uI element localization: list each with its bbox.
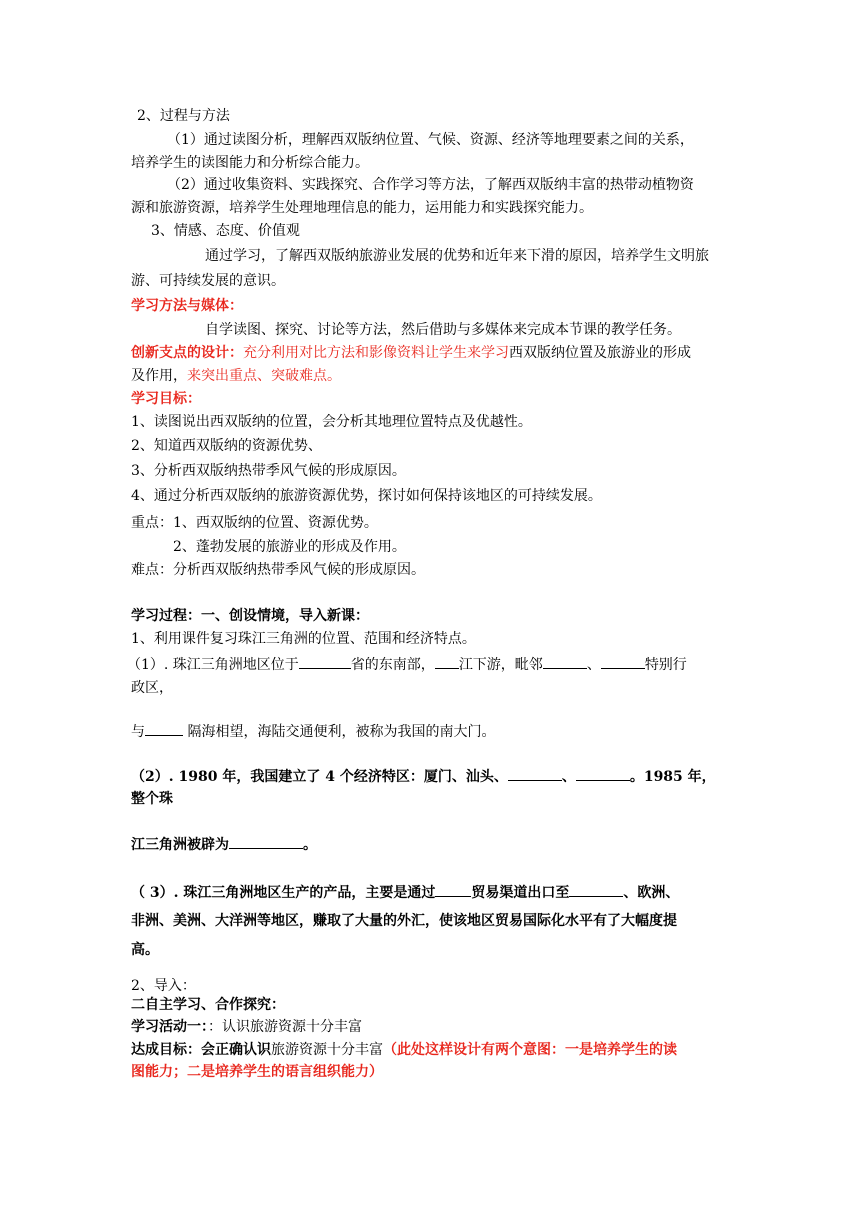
q3-text: 贸易渠道出口至 [471,885,570,901]
blank [229,834,303,849]
goal-item: 2、知道西双版纳的资源优势、 [131,438,322,454]
innovation-line [131,343,691,363]
section-values-title: 3、情感、态度、价值观 [151,223,300,239]
question-3-cont: 非洲、美洲、大洋洲等地区，赚取了大量的外汇，使该地区贸易国际化水平有了大幅度提 [131,913,677,929]
q3-text: （ 3）. 珠江三角洲地区生产的产品，主要是通过 [131,885,436,901]
q1-text: 江下游，毗邻 [458,657,543,673]
blank [508,766,562,781]
methods-text: 自学读图、探究、讨论等方法，然后借助与多媒体来完成本节课的教学任务。 [205,322,681,338]
blank [435,654,459,669]
target-note: （此处这样设计有两个意图：一是培养学生的读 [383,1042,677,1058]
blank [299,654,351,669]
q2-text: （2）. 1980 年，我国建立了 4 个经济特区：厦门、汕头、 [131,769,508,785]
innovation-red-text: 充分利用对比方法和影像资料让学生来学习 [243,345,509,361]
paragraph: 源和旅游资源，培养学生处理地理信息的能力，运用能力和实践探究能力。 [131,200,593,216]
paragraph: 通过学习，了解西双版纳旅游业发展的优势和近年来下滑的原因，培养学生文明旅 [205,248,709,264]
innovation-text: 西双版纳位置及旅游业的形成 [509,345,691,361]
q1-text: 、 [586,657,601,673]
section-heading: 二自主学习、合作探究： [131,997,285,1013]
q1-text: （1）. 珠江三角洲地区位于 [127,657,299,673]
question-1 [127,654,687,675]
blank [601,654,645,669]
target-text: 旅游资源十分丰富 [271,1042,383,1058]
q2-text: 江三角洲被辟为 [131,837,229,853]
q1-text: 隔海相望，海陆交通便利，被称为我国的南大门。 [183,724,496,740]
goal-item: 1、读图说出西双版纳的位置，会分析其地理位置特点及优越性。 [131,414,532,430]
process-line: 1、利用课件复习珠江三角洲的位置、范围和经济特点。 [131,631,476,647]
blank [569,882,623,897]
q2-text: 。1985 年， [629,769,716,785]
key-point: 重点：1、西双版纳的位置、资源优势。 [131,515,378,531]
question-3 [131,882,679,903]
activity-line [131,1017,362,1037]
q2-text: 、 [561,769,576,785]
innovation-text: 及作用， [131,368,187,384]
blank [435,882,471,897]
activity-label: 学习活动一： [131,1019,208,1035]
q1-text: 与 [131,724,145,740]
activity-text: ：认识旅游资源十分丰富 [208,1019,362,1035]
innovation-label: 创新支点的设计： [131,345,243,361]
goal-item: 3、分析西双版纳热带季风气候的形成原因。 [131,463,406,479]
question-1-cont: 政区， [131,680,173,696]
target-note-cont: 图能力；二是培养学生的语言组织能力） [131,1064,383,1080]
q1-text: 省的东南部， [350,657,435,673]
paragraph: （2）通过收集资料、实践探究、合作学习等方法，了解西双版纳丰富的热带动植物资 [167,177,694,193]
blank [543,654,587,669]
question-2-cont: 整个珠 [131,791,173,807]
q2-text: 。 [303,837,317,853]
question-1-cont [131,721,495,742]
paragraph: 培养学生的读图能力和分析综合能力。 [131,155,369,171]
key-point: 2、蓬勃发展的旅游业的形成及作用。 [173,539,406,555]
methods-heading: 学习方法与媒体： [131,298,243,314]
question-3-cont: 高。 [131,942,159,958]
paragraph: 游、可持续发展的意识。 [131,273,285,289]
question-2 [131,766,716,787]
goal-item: 4、通过分析西双版纳的旅游资源优势，探讨如何保持该地区的可持续发展。 [131,488,602,504]
blank [576,766,630,781]
process-heading: 学习过程：一、创设情境，导入新课： [131,608,369,624]
process-line: 2、导入： [131,978,196,994]
goals-heading: 学习目标： [131,391,201,407]
innovation-line-2 [131,366,341,386]
innovation-red-text: 来突出重点、突破难点。 [187,368,341,384]
target-label: 达成目标：会正确认识 [131,1042,271,1058]
blank [145,721,183,736]
target-line [131,1040,677,1060]
section-process-method-title: 2、过程与方法 [137,108,230,124]
difficult-point: 难点：分析西双版纳热带季风气候的形成原因。 [131,562,425,578]
q1-text: 特别行 [644,657,687,673]
question-2-cont [131,834,317,855]
q3-text: 、欧洲、 [623,885,680,901]
paragraph: （1）通过读图分析，理解西双版纳位置、气候、资源、经济等地理要素之间的关系， [167,132,694,148]
